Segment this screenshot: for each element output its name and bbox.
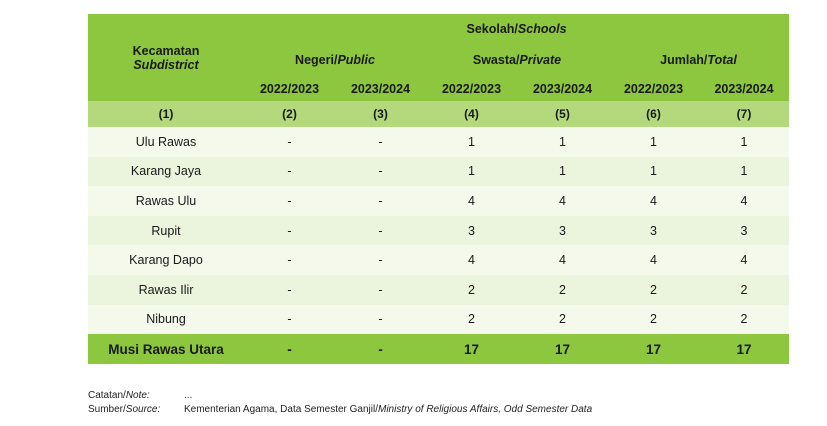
note-label-en: Note: <box>125 390 150 401</box>
subdistrict-name: Ulu Rawas <box>135 134 197 149</box>
table-cell: - <box>378 223 383 238</box>
table-cell: 4 <box>740 253 748 268</box>
table-cell: 3 <box>559 223 566 238</box>
column-number-row <box>88 101 789 127</box>
table-cell: 4 <box>740 193 748 208</box>
table-cell: - <box>287 164 292 179</box>
school-table <box>88 14 789 364</box>
table-row <box>88 216 789 246</box>
table-cell: 1 <box>468 164 475 179</box>
table-row <box>88 305 789 335</box>
source-row <box>88 403 592 417</box>
table-cell: - <box>378 253 383 268</box>
total-value: 17 <box>554 341 571 357</box>
schools-header <box>244 14 789 44</box>
group-label: Swasta/ <box>472 53 520 67</box>
total-row <box>88 334 789 364</box>
note-label: Catatan/ <box>88 390 126 401</box>
table-cell: - <box>287 312 292 327</box>
table-cell: 4 <box>650 253 657 268</box>
source-label: Sumber/ <box>88 404 126 415</box>
source-text-cell <box>184 403 592 417</box>
total-value: 17 <box>736 341 752 357</box>
table-cell: - <box>378 193 383 208</box>
group-public <box>244 44 426 76</box>
group-label: Negeri/ <box>295 53 338 67</box>
table-cell: 2 <box>559 282 566 297</box>
table-cell: 1 <box>650 164 657 179</box>
table-row <box>88 157 789 187</box>
total-value: - <box>287 341 292 357</box>
year-header: 2022/2023 <box>259 81 320 96</box>
note-label-cell <box>88 389 184 403</box>
year-header: 2023/2024 <box>532 81 593 96</box>
header-row-top <box>88 14 789 44</box>
source-label-cell <box>88 403 184 417</box>
table-cell: 1 <box>740 134 748 149</box>
table-cell: 4 <box>559 253 566 268</box>
year-header: 2023/2024 <box>714 81 774 96</box>
group-label-en: Public <box>337 53 375 67</box>
column-number: (6) <box>646 107 661 121</box>
table-body <box>88 127 789 334</box>
table-cell: - <box>287 134 292 149</box>
table-cell: - <box>287 193 292 208</box>
table-cell: 4 <box>468 193 475 208</box>
column-number: (7) <box>736 107 752 121</box>
source-text: Kementerian Agama, Data Semester Ganjil/ <box>184 404 378 415</box>
table-cell: 1 <box>740 164 748 179</box>
table-cell: - <box>378 312 383 327</box>
subdistrict-name: Karang Jaya <box>130 164 202 179</box>
group-label: Jumlah/ <box>660 53 708 67</box>
table-cell: 4 <box>650 193 657 208</box>
table-cell: - <box>287 282 292 297</box>
table-cell: - <box>287 253 292 268</box>
table-cell: 1 <box>559 134 566 149</box>
year-header: 2022/2023 <box>441 81 502 96</box>
table-cell: 4 <box>468 253 475 268</box>
table-cell: 2 <box>740 282 748 297</box>
total-name: Musi Rawas Utara <box>108 341 224 357</box>
table-cell: 4 <box>559 193 566 208</box>
table-cell: 2 <box>468 282 475 297</box>
year-header: 2022/2023 <box>623 81 684 96</box>
table-row <box>88 245 789 275</box>
group-total <box>608 44 789 76</box>
region-label: Kecamatan <box>132 43 200 58</box>
total-value: 17 <box>645 341 662 357</box>
source-text-en: Ministry of Religious Affairs, Odd Semester Data <box>377 404 593 415</box>
note-text: ... <box>184 390 193 401</box>
column-number: (3) <box>373 107 388 121</box>
table-cell: 2 <box>468 312 475 327</box>
subdistrict-name: Karang Dapo <box>129 253 203 268</box>
table-cell: - <box>378 164 383 179</box>
table-cell: 3 <box>468 223 475 238</box>
table-cell: 2 <box>650 312 657 327</box>
table-cell: - <box>378 282 383 297</box>
subdistrict-name: Rawas Ulu <box>135 193 197 208</box>
total-value: 17 <box>463 341 480 357</box>
table-cell: 2 <box>650 282 657 297</box>
source-label-en: Source: <box>125 404 161 415</box>
column-number: (4) <box>464 107 479 121</box>
table-row <box>88 127 789 157</box>
table-cell: - <box>287 223 292 238</box>
column-number: (5) <box>555 107 570 121</box>
group-label-en: Private <box>519 53 562 67</box>
group-label-en: Total <box>707 53 737 67</box>
footnotes <box>88 389 592 417</box>
subdistrict-name: Rawas Ilir <box>138 282 194 297</box>
table-cell: - <box>378 134 383 149</box>
table-cell: 2 <box>559 312 566 327</box>
table-cell: 1 <box>650 134 657 149</box>
year-header: 2023/2024 <box>350 81 411 96</box>
schools-label: Sekolah/ <box>466 22 518 36</box>
column-number: (2) <box>282 107 297 121</box>
note-row <box>88 389 592 403</box>
table-cell: 2 <box>740 312 748 327</box>
subdistrict-name: Nibung <box>146 312 186 327</box>
total-value: - <box>378 341 383 357</box>
table-row <box>88 186 789 216</box>
group-private <box>426 44 608 76</box>
column-number: (1) <box>158 107 174 121</box>
region-label-en: Subdistrict <box>133 57 199 72</box>
table-cell: 1 <box>559 164 566 179</box>
schools-label-en: Schools <box>517 22 567 36</box>
table-cell: 1 <box>468 134 475 149</box>
region-header <box>88 14 244 101</box>
table-cell: 3 <box>650 223 657 238</box>
subdistrict-name: Rupit <box>151 223 181 238</box>
table-cell: 3 <box>740 223 748 238</box>
table-row <box>88 275 789 305</box>
